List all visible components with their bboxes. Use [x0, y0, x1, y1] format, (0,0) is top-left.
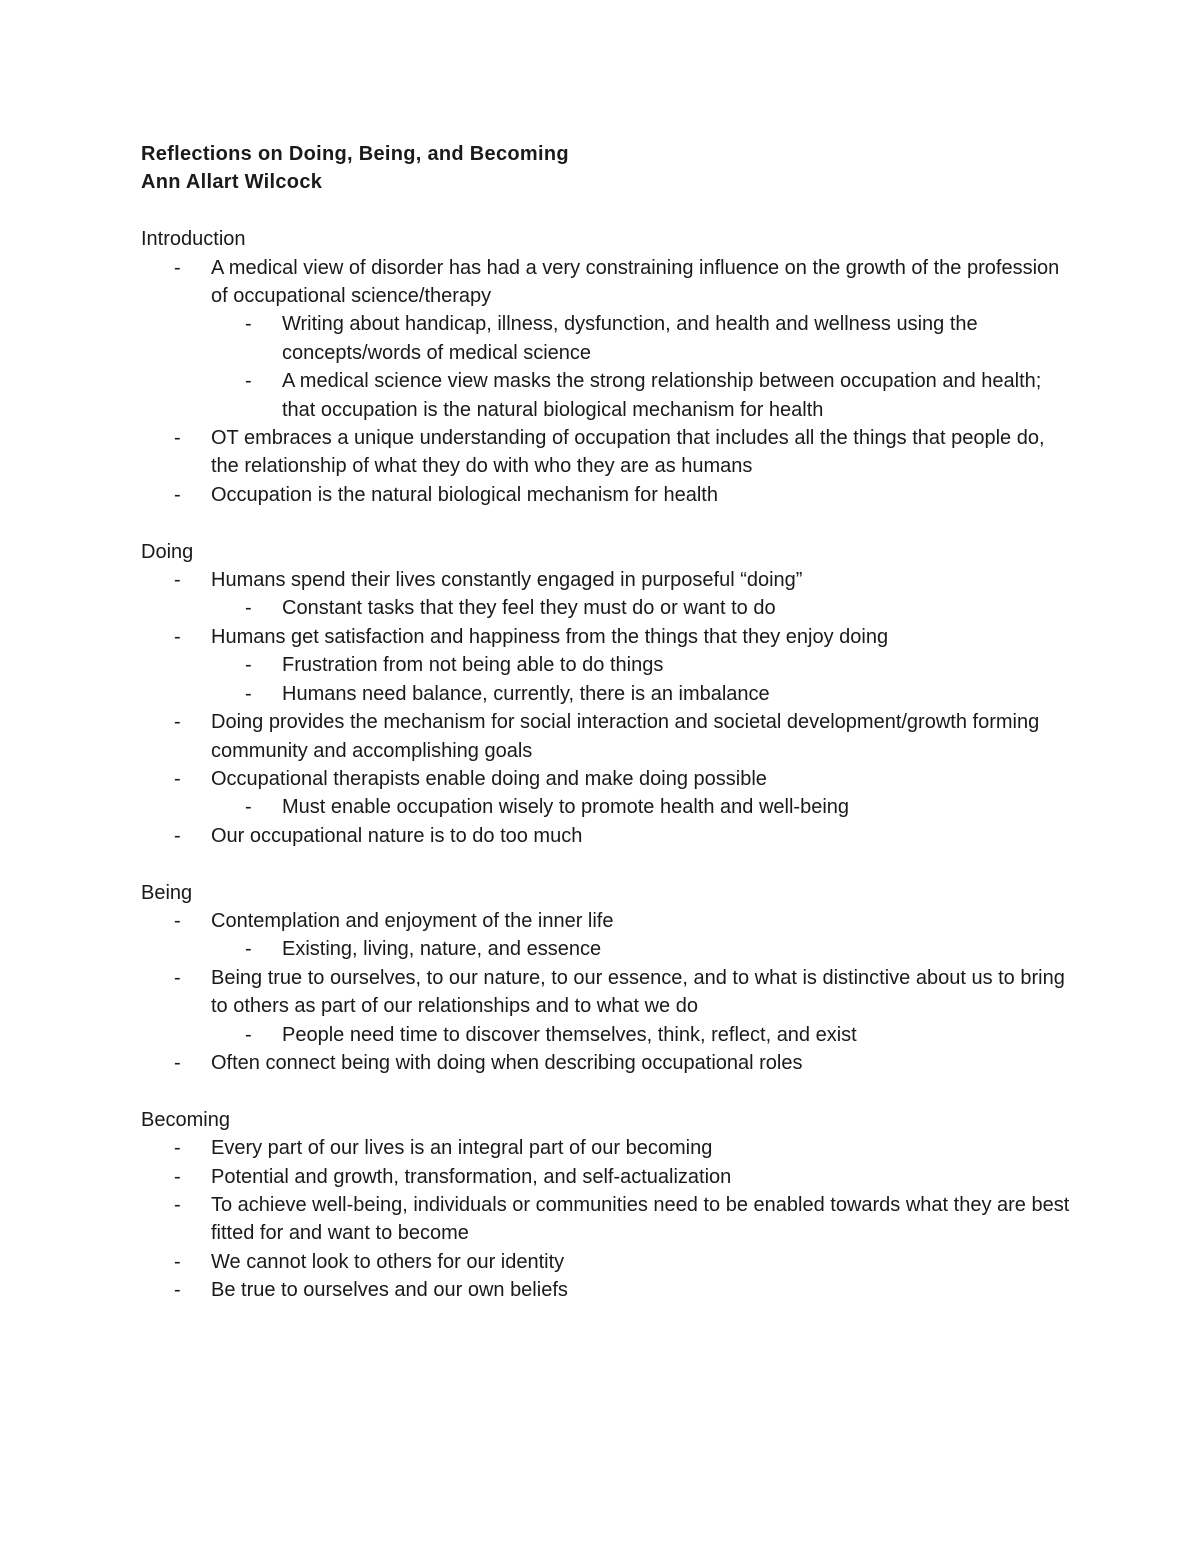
sub-bullet-item — [141, 651, 1071, 679]
bullet-item — [141, 1134, 1071, 1162]
bullet-text: To achieve well-being, individuals or communities need to be enabled towards what they are best fitted for and want to become — [211, 1193, 1070, 1245]
sub-bullet-text: Humans need balance, currently, there is an imbalance — [282, 682, 770, 705]
bullet-marker: - — [174, 256, 181, 279]
bullet-list — [141, 566, 1071, 850]
bullet-item — [141, 254, 1071, 424]
bullet-item — [141, 765, 1071, 822]
sub-bullet-item — [141, 367, 1071, 424]
sub-bullet-item — [141, 680, 1071, 708]
section-heading: Becoming — [141, 1108, 230, 1131]
bullet-text: Occupational therapists enable doing and make doing possible — [211, 767, 767, 790]
sub-bullet-text: Writing about handicap, illness, dysfunction, and health and wellness using the concepts/words of medical science — [282, 313, 978, 364]
bullet-marker: - — [245, 370, 252, 393]
bullet-item — [141, 907, 1071, 964]
bullet-marker: - — [174, 1051, 181, 1074]
sub-bullet-item — [141, 793, 1071, 821]
bullet-list — [141, 1134, 1071, 1304]
bullet-marker: - — [174, 625, 181, 648]
bullet-text: Often connect being with doing when describing occupational roles — [211, 1051, 803, 1074]
bullet-text: Doing provides the mechanism for social interaction and societal development/growth forming community and accomplishing goals — [211, 711, 1040, 762]
sub-bullet-item — [141, 310, 1071, 367]
bullet-marker: - — [245, 1023, 252, 1046]
bullet-text: Being true to ourselves, to our nature, to our essence, and to what is distinctive about us to bring to others as part of our relationships and to what we do — [211, 966, 1065, 1018]
outline-section — [141, 225, 1071, 509]
bullet-marker: - — [174, 1250, 181, 1273]
bullet-marker: - — [174, 966, 181, 989]
bullet-list — [141, 907, 1071, 1077]
bullet-marker: - — [174, 767, 181, 790]
bullet-item — [141, 822, 1071, 850]
bullet-item — [141, 1163, 1071, 1191]
section-heading: Introduction — [141, 228, 246, 251]
bullet-marker: - — [174, 1279, 181, 1302]
bullet-text: Contemplation and enjoyment of the inner life — [211, 909, 614, 932]
bullet-item — [141, 481, 1071, 509]
outline-section — [141, 1106, 1071, 1305]
bullet-item — [141, 623, 1071, 708]
sub-bullet-item — [141, 594, 1071, 622]
bullet-item — [141, 424, 1071, 481]
bullet-text: Humans get satisfaction and happiness from the things that they enjoy doing — [211, 625, 889, 648]
sub-bullet-item — [141, 1021, 1071, 1049]
document-author: Ann Allart Wilcock — [141, 171, 323, 194]
bullet-item — [141, 708, 1071, 765]
bullet-item — [141, 1049, 1071, 1077]
sub-bullet-text: Existing, living, nature, and essence — [282, 938, 602, 961]
document-title: Reflections on Doing, Being, and Becoming — [141, 143, 569, 165]
sections-container — [141, 225, 1071, 1304]
bullet-text: Every part of our lives is an integral part of our becoming — [211, 1137, 713, 1160]
bullet-marker: - — [245, 682, 252, 705]
bullet-item — [141, 566, 1071, 623]
sub-bullet-list — [211, 1021, 1071, 1049]
bullet-marker: - — [245, 654, 252, 677]
sub-bullet-list — [211, 651, 1071, 708]
bullet-marker: - — [174, 711, 181, 734]
bullet-marker: - — [174, 1165, 181, 1188]
bullet-marker: - — [245, 313, 252, 336]
sub-bullet-text: A medical science view masks the strong relationship between occupation and health; that occupation is the natural biological mechanism for health — [282, 370, 1042, 421]
sub-bullet-text: People need time to discover themselves, think, reflect, and exist — [282, 1023, 857, 1046]
sub-bullet-text: Frustration from not being able to do things — [282, 654, 664, 677]
bullet-marker: - — [174, 1193, 181, 1216]
sub-bullet-text: Constant tasks that they feel they must do or want to do — [282, 597, 776, 620]
bullet-item — [141, 1248, 1071, 1276]
bullet-text: Be true to ourselves and our own beliefs — [211, 1279, 568, 1302]
sub-bullet-list — [211, 310, 1071, 424]
bullet-marker: - — [245, 938, 252, 961]
bullet-text: OT embraces a unique understanding of occupation that includes all the things that people do, the relationship of what they do with who they are as humans — [211, 427, 1045, 478]
section-heading: Doing — [141, 540, 194, 563]
bullet-marker: - — [174, 909, 181, 932]
bullet-marker: - — [174, 569, 181, 592]
bullet-text: A medical view of disorder has had a very constraining influence on the growth of the profession of occupational science/therapy — [211, 256, 1060, 308]
bullet-text: Potential and growth, transformation, and self-actualization — [211, 1165, 732, 1188]
bullet-item — [141, 1191, 1071, 1248]
outline-section — [141, 538, 1071, 850]
sub-bullet-list — [211, 793, 1071, 821]
bullet-item — [141, 964, 1071, 1049]
bullet-text: Humans spend their lives constantly engaged in purposeful “doing” — [211, 569, 803, 592]
bullet-text: We cannot look to others for our identity — [211, 1250, 565, 1273]
bullet-marker: - — [174, 483, 181, 506]
bullet-marker: - — [174, 1137, 181, 1160]
bullet-list — [141, 254, 1071, 510]
bullet-marker: - — [174, 427, 181, 450]
bullet-item — [141, 1276, 1071, 1304]
outline-section — [141, 879, 1071, 1078]
bullet-text: Our occupational nature is to do too much — [211, 824, 583, 847]
bullet-marker: - — [245, 796, 252, 819]
sub-bullet-text: Must enable occupation wisely to promote health and well-being — [282, 796, 850, 819]
section-heading: Being — [141, 881, 193, 904]
bullet-text: Occupation is the natural biological mechanism for health — [211, 483, 718, 506]
sub-bullet-item — [141, 935, 1071, 963]
bullet-marker: - — [245, 597, 252, 620]
sub-bullet-list — [211, 594, 1071, 622]
sub-bullet-list — [211, 935, 1071, 963]
bullet-marker: - — [174, 824, 181, 847]
document-body — [141, 140, 1071, 1305]
